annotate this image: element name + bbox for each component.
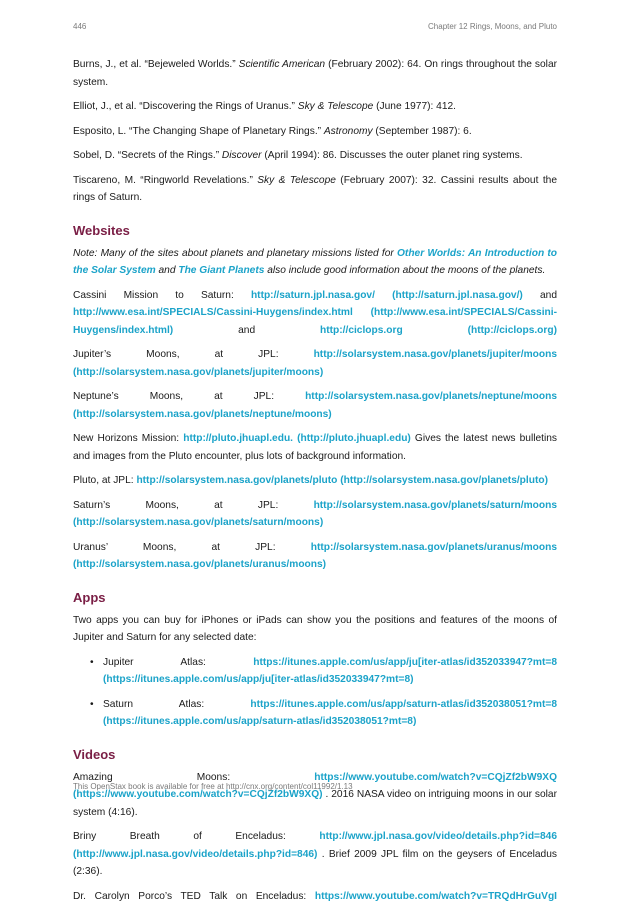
neptune-moons-link[interactable]: http://solarsystem.nasa.gov/planets/neptune/moons (http://solarsystem.nasa.gov/planets/neptune/moons) xyxy=(73,391,557,420)
saturn-atlas-link[interactable]: https://itunes.apple.com/us/app/saturn-atlas/id352038051?mt=8 (https://itunes.apple.com/us/app/saturn-atlas/id352038051?mt=8) xyxy=(103,698,557,727)
videos-heading: Videos xyxy=(73,746,116,762)
neptune-moons-entry: Neptune’s Moons, at JPL: http://solarsystem.nasa.gov/planets/neptune/moons (http://solarsystem.nasa.gov/planets/neptune/moons) xyxy=(73,391,557,420)
jupiter-moons-entry: Jupiter’s Moons, at JPL: http://solarsystem.nasa.gov/planets/jupiter/moons (http://solarsystem.nasa.gov/planets/jupiter/moons) xyxy=(73,349,557,378)
uranus-moons-entry: Uranus’ Moons, at JPL: http://solarsystem.nasa.gov/planets/uranus/moons (http://solarsystem.nasa.gov/planets/uranus/moons) xyxy=(73,541,557,570)
new-horizons-link[interactable]: http://pluto.jhuapl.edu. (http://pluto.jhuapl.edu) xyxy=(183,433,411,444)
amazing-moons-link[interactable]: https://www.youtube.com/watch?v=CQjZf2bW9XQ (https://www.youtube.com/watch?v=CQjZf2bW9XQ) xyxy=(73,771,557,800)
reference-item: Sobel, D. “Secrets of the Rings.” Discover (April 1994): 86. Discusses the outer planet ring systems. xyxy=(73,150,523,161)
page-number: 446 xyxy=(73,22,87,31)
video-item: Briny Breath of Enceladus: http://www.jpl.nasa.gov/video/details.php?id=846 (http://www.jpl.nasa.gov/video/details.php?id=846) . Brief 2009 JPL film on the geysers of Enceladus (2:36). xyxy=(73,831,557,877)
reference-item: Esposito, L. “The Changing Shape of Planetary Rings.” Astronomy (September 1987): 6. xyxy=(73,125,472,137)
pluto-link[interactable]: http://solarsystem.nasa.gov/planets/pluto (http://solarsystem.nasa.gov/planets/pluto) xyxy=(136,475,548,486)
reference-item: Elliot, J., et al. “Discovering the Rings of Uranus.” Sky & Telescope (June 1977): 412. xyxy=(73,101,456,112)
journal-title: Astronomy xyxy=(323,125,373,137)
new-horizons-entry: New Horizons Mission: http://pluto.jhuapl.edu. (http://pluto.jhuapl.edu) Gives the latest news bulletins and images from the Pluto encounter, plus lots of background information. xyxy=(73,433,557,462)
cassini-jpl-link[interactable]: http://saturn.jpl.nasa.gov/ (http://saturn.jpl.nasa.gov/) xyxy=(250,289,523,301)
jupiter-atlas-link[interactable]: https://itunes.apple.com/us/app/ju[iter-atlas/id352033947?mt=8 (https://itunes.apple.com/us/app/ju[iter-atlas/id352033947?mt=8) xyxy=(103,656,557,685)
app-item-jupiter-atlas: • Jupiter Atlas: https://itunes.apple.com/us/app/ju[iter-atlas/id352033947?mt=8 (https://itunes.apple.com/us/app/ju[iter-atlas/id352033947?mt=8) xyxy=(73,654,557,689)
journal-title: Sky & Telescope xyxy=(257,174,336,186)
porco-ted-link[interactable]: https://www.youtube.com/watch?v=TRQdHrGuVgI xyxy=(314,890,557,902)
journal-title: Scientific American xyxy=(238,59,326,70)
page-footer: This OpenStax book is available for free at http://cnx.org/content/col11992/1.13 xyxy=(73,782,353,791)
bullet: • xyxy=(90,698,94,710)
apps-intro: Two apps you can buy for iPhones or iPads can show you the positions and features of the moons of Jupiter and Saturn for any selected date: xyxy=(73,614,557,643)
pluto-entry: Pluto, at JPL: http://solarsystem.nasa.gov/planets/pluto (http://solarsystem.nasa.gov/planets/pluto) xyxy=(73,475,548,486)
bullet: • xyxy=(90,656,94,668)
apps-heading: Apps xyxy=(73,589,106,605)
app-item-saturn-atlas: • Saturn Atlas: https://itunes.apple.com/us/app/saturn-atlas/id352038051?mt=8 (https://itunes.apple.com/us/app/saturn-atlas/id352038051?mt=8) xyxy=(73,696,557,731)
video-item: Amazing Moons: https://www.youtube.com/watch?v=CQjZf2bW9XQ (https://www.youtube.com/watch?v=CQjZf2bW9XQ) . 2016 NASA video on intriguing moons in our solar system (4:16). xyxy=(73,771,557,818)
chapter-title: Chapter 12 Rings, Moons, and Pluto xyxy=(428,22,557,31)
cassini-esa-link[interactable]: http://www.esa.int/SPECIALS/Cassini-Huygens/index.html (http://www.esa.int/SPECIALS/Cassini-Huygens/index.html) xyxy=(73,307,557,336)
enceladus-breath-link[interactable]: http://www.jpl.nasa.gov/video/details.php?id=846 (http://www.jpl.nasa.gov/video/details.php?id=846) xyxy=(73,831,557,860)
other-worlds-link[interactable]: Other Worlds: An Introduction to the Solar System xyxy=(73,247,557,276)
saturn-moons-entry: Saturn’s Moons, at JPL: http://solarsystem.nasa.gov/planets/saturn/moons (http://solarsystem.nasa.gov/planets/saturn/moons) xyxy=(73,499,557,528)
journal-title: Discover xyxy=(221,150,262,161)
reference-item: Tiscareno, M. “Ringworld Revelations.” Sky & Telescope (February 2007): 32. Cassini results about the rings of Saturn. xyxy=(73,174,557,203)
video-item: Dr. Carolyn Porco’s TED Talk on Enceladus: https://www.youtube.com/watch?v=TRQdHrGuVgI xyxy=(73,890,557,902)
giant-planets-link[interactable]: The Giant Planets xyxy=(178,265,265,276)
reference-item: Burns, J., et al. “Bejeweled Worlds.” Scientific American (February 2002): 64. On rings throughout the solar system. xyxy=(73,59,558,88)
websites-note: Note: Many of the sites about planets and planetary missions listed for Other Worlds: An Introduction to the Solar System and The Giant Planets also include good information about the moons of the planets. xyxy=(73,247,557,276)
cassini-entry: Cassini Mission to Saturn: http://saturn.jpl.nasa.gov/ (http://saturn.jpl.nasa.gov/) and http://www.esa.int/SPECIALS/Cassini-Huygens/index.html (http://www.esa.int/SPECIALS/Cassini-Huygens/index.html) and http://ciclops.org (http://ciclops.org) xyxy=(73,289,557,336)
journal-title: Sky & Telescope xyxy=(297,101,374,112)
uranus-moons-link[interactable]: http://solarsystem.nasa.gov/planets/uranus/moons (http://solarsystem.nasa.gov/planets/uranus/moons) xyxy=(73,541,557,570)
jupiter-moons-link[interactable]: http://solarsystem.nasa.gov/planets/jupiter/moons (http://solarsystem.nasa.gov/planets/jupiter/moons) xyxy=(73,349,557,378)
page-header xyxy=(73,22,557,31)
websites-heading: Websites xyxy=(73,222,130,238)
ciclops-link[interactable]: http://ciclops.org (http://ciclops.org) xyxy=(320,324,557,336)
apps-list xyxy=(73,654,557,731)
saturn-moons-link[interactable]: http://solarsystem.nasa.gov/planets/saturn/moons (http://solarsystem.nasa.gov/planets/saturn/moons) xyxy=(73,499,557,528)
